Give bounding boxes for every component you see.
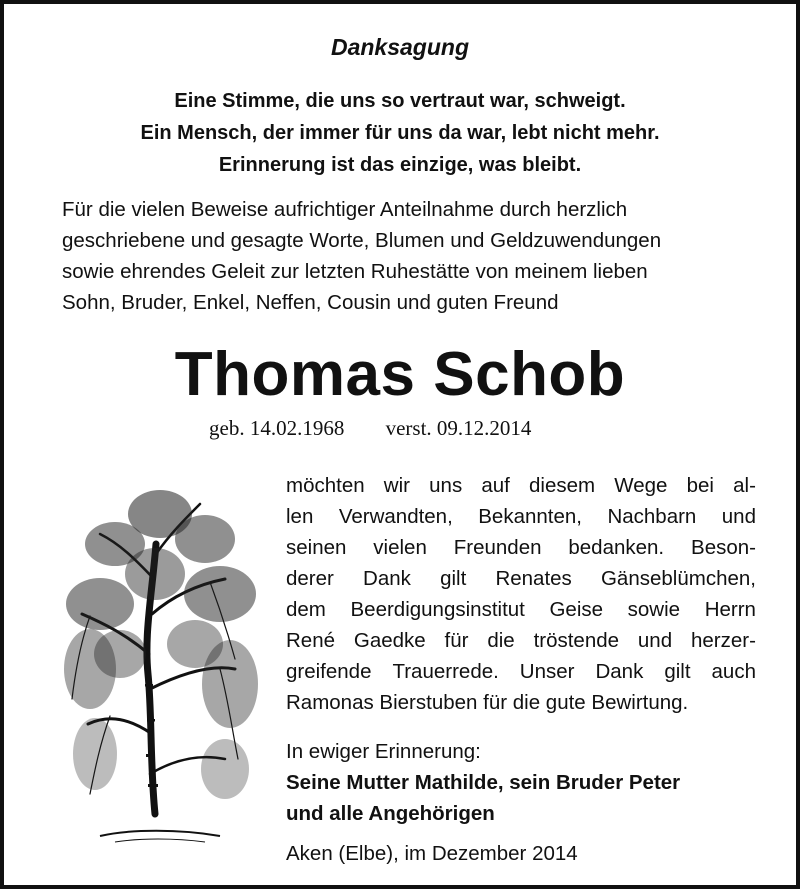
quote-line: Ein Mensch, der immer für uns da war, lebt nicht mehr. xyxy=(140,122,660,144)
thanks-line: möchten wir uns auf diesem Wege bei al- xyxy=(286,474,756,497)
memorial-quote xyxy=(4,85,796,181)
thanks-line: dem Beerdigungsinstitut Geise sowie Herrn xyxy=(286,598,756,621)
remembrance-text: In ewiger Erinnerung: xyxy=(286,740,481,763)
place-date: Aken (Elbe), im Dezember 2014 xyxy=(286,842,578,865)
life-dates xyxy=(209,416,629,441)
quote-line: Erinnerung ist das einzige, was bleibt. xyxy=(218,154,582,176)
notice-heading: Danksagung xyxy=(330,34,470,60)
thanks-line: len Verwandten, Bekannten, Nachbarn und xyxy=(286,505,756,528)
birch-tree-image xyxy=(60,484,265,849)
thanks-paragraph xyxy=(286,470,756,718)
thanks-line: derer Dank gilt Renates Gänseblümchen, xyxy=(286,567,756,590)
intro-line: Sohn, Bruder, Enkel, Neffen, Cousin und guten Freund xyxy=(62,291,559,314)
intro-line: sowie ehrendes Geleit zur letzten Ruhestätte von meinem lieben xyxy=(62,260,648,283)
thanks-line: Ramonas Bierstuben für die gute Bewirtung. xyxy=(286,691,689,714)
intro-line: geschriebene und gesagte Worte, Blumen und Geldzuwendungen xyxy=(62,229,662,252)
signers-line: und alle Angehörigen xyxy=(286,802,495,825)
signers-line: Seine Mutter Mathilde, sein Bruder Peter xyxy=(286,771,681,794)
birth-date: geb. 14.02.1968 xyxy=(209,416,345,440)
thanks-line: seinen vielen Freunden bedanken. Beson- xyxy=(286,536,756,559)
death-date: verst. 09.12.2014 xyxy=(385,416,532,440)
deceased-name: Thomas Schob xyxy=(174,340,626,409)
thanks-line: René Gaedke für die tröstende und herzer- xyxy=(286,629,756,652)
intro-line: Für die vielen Beweise aufrichtiger Anteilnahme durch herzlich xyxy=(62,198,628,221)
quote-line: Eine Stimme, die uns so vertraut war, schweigt. xyxy=(174,90,626,112)
intro-paragraph xyxy=(62,194,762,318)
thanks-line: greifende Trauerrede. Unser Dank gilt auch xyxy=(286,660,756,683)
closing-block xyxy=(286,736,766,829)
